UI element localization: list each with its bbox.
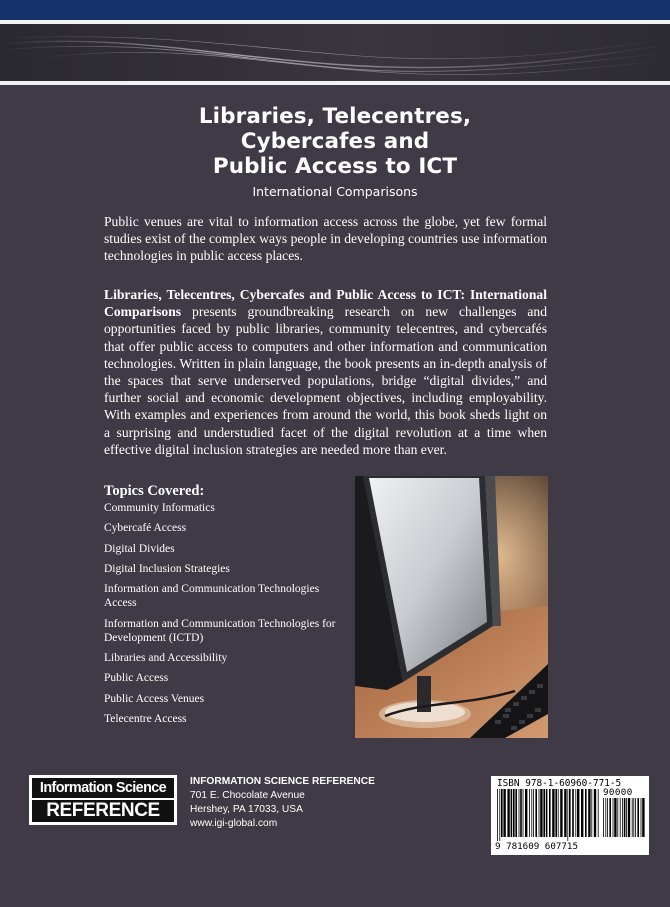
barcode-bar: [609, 798, 611, 837]
barcode-bar: [591, 789, 592, 837]
barcode-bar: [529, 789, 530, 837]
barcode-bar: [533, 789, 534, 837]
barcode-bar: [511, 789, 513, 837]
publisher-logo: [29, 775, 177, 825]
topic-item: Telecentre Access: [104, 713, 187, 726]
topics-heading: Topics Covered:: [104, 483, 205, 499]
book-title: [0, 104, 670, 179]
topic-item: Cybercafé Access: [104, 522, 187, 535]
description-body: presents groundbreaking research on new challenges and opportunities faced by public libraries, community telecentres, and cybercafés that offer public access to computers and other information and communication technologies. Written in plain language, the book presents an in-depth analysis of the spaces that serve underserved populations, bridge “digital divides,” and further social and economic development objectives, including employability. With examples and experiences from around the world, this book sheds light on a surprising and understudied facet of the digital revolution at a time when effective digital inclusion strategies are needed more than ever.: [104, 304, 547, 457]
barcode-bar: [513, 789, 515, 837]
barcode-bar: [607, 798, 608, 837]
description-title: Libraries, Telecentres, Cybercafes and Public Access to ICT: International Comparisons: [104, 287, 547, 320]
barcode-bar: [641, 798, 642, 837]
barcode-bar: [605, 798, 606, 837]
topic-item: Community Informatics: [104, 502, 215, 514]
barcode-bar: [598, 789, 599, 837]
publisher-website: www.igi-global.com: [190, 818, 278, 829]
barcode-bar: [635, 798, 636, 837]
description-paragraph: [104, 286, 547, 458]
barcode-bar: [628, 798, 630, 837]
barcode-bar: [614, 798, 616, 837]
barcode-bars: [497, 789, 599, 841]
barcode-bar: [520, 789, 522, 837]
topic-item: Public Access: [104, 672, 169, 685]
barcode-bar: [620, 798, 621, 837]
publisher-street: 701 E. Chocolate Avenue: [190, 790, 305, 801]
barcode-bar: [499, 789, 500, 841]
barcode-bar: [572, 789, 574, 837]
decorative-swoosh-band: [0, 24, 670, 81]
barcode-bar: [515, 789, 517, 837]
barcode-bar: [624, 798, 626, 837]
barcode-addon-number: 90000: [603, 787, 633, 798]
isbn-label: ISBN 978-1-60960-771-5: [497, 778, 622, 789]
barcode-bar: [543, 789, 545, 837]
barcode-bar: [535, 789, 537, 837]
title-line-1: Libraries, Telecentres,: [198, 104, 472, 129]
barcode-bar: [540, 789, 542, 837]
barcode-bar: [569, 789, 571, 837]
barcode-bar: [567, 789, 568, 841]
barcode-bar: [503, 789, 505, 837]
barcode-bar: [594, 789, 596, 837]
topic-item: Libraries and Accessibility: [104, 652, 228, 665]
barcode-bar: [549, 789, 551, 837]
barcode-bar: [560, 789, 562, 837]
barcode-bar: [531, 789, 532, 837]
barcode-bar: [501, 789, 503, 837]
topic-item: Information and Communication Technologies Access: [104, 583, 320, 610]
barcode-bar: [519, 789, 520, 837]
barcode-bar: [552, 789, 554, 837]
computer-monitor-photo: [355, 476, 548, 738]
publisher-info: [190, 775, 375, 831]
barcode-bar: [585, 789, 587, 837]
barcode-bar: [581, 789, 583, 837]
barcode-bar: [626, 798, 627, 837]
barcode-number: 9 781609 607715: [495, 841, 578, 852]
topics-list: [104, 501, 344, 732]
barcode-bar: [622, 798, 623, 837]
publisher-city: Hershey, PA 17033, USA: [190, 804, 303, 815]
barcode-bar: [575, 789, 576, 837]
intro-paragraph: Public venues are vital to information access across the globe, yet few formal studies exist of the complex ways people in developing countries use information technologies in public access places.: [104, 214, 547, 264]
barcode-bar: [637, 798, 639, 837]
barcode-bar: [642, 798, 644, 837]
barcode-bar: [613, 798, 614, 837]
barcode-bar: [546, 789, 548, 837]
header-divider: [0, 81, 670, 85]
title-line-3: Public Access to ICT: [212, 154, 458, 179]
top-color-band: [0, 0, 670, 20]
topic-item: Public Access Venues: [104, 692, 205, 705]
barcode-bar: [539, 789, 540, 837]
logo-line-1: Information Science: [32, 778, 174, 798]
barcode-bar: [588, 789, 590, 837]
addon-barcode-bars: [603, 798, 645, 841]
barcode-bar: [603, 798, 604, 837]
barcode-bar: [507, 789, 509, 837]
barcode-bar: [523, 789, 524, 837]
barcode-bar: [617, 798, 618, 837]
barcode-bar: [555, 789, 557, 837]
publisher-name: INFORMATION SCIENCE REFERENCE: [190, 776, 375, 787]
barcode-bar: [632, 798, 633, 837]
topic-item: Digital Divides: [104, 542, 175, 555]
barcode-bar: [497, 789, 498, 841]
title-line-2: Cybercafes and: [240, 129, 430, 154]
barcode-bar: [577, 789, 579, 837]
isbn-barcode: [491, 776, 649, 855]
book-subtitle: International Comparisons: [252, 184, 418, 199]
barcode-bar: [558, 789, 559, 837]
swoosh-graphic: [0, 24, 670, 81]
monitor-illustration: [355, 476, 548, 738]
topic-item: Digital Inclusion Strategies: [104, 562, 230, 575]
barcode-bar: [633, 798, 634, 837]
logo-line-2: REFERENCE: [32, 800, 174, 822]
barcode-bar: [525, 789, 527, 837]
topic-item: Information and Communication Technologies for Development (ICTD): [104, 617, 336, 644]
barcode-bar: [564, 789, 566, 837]
